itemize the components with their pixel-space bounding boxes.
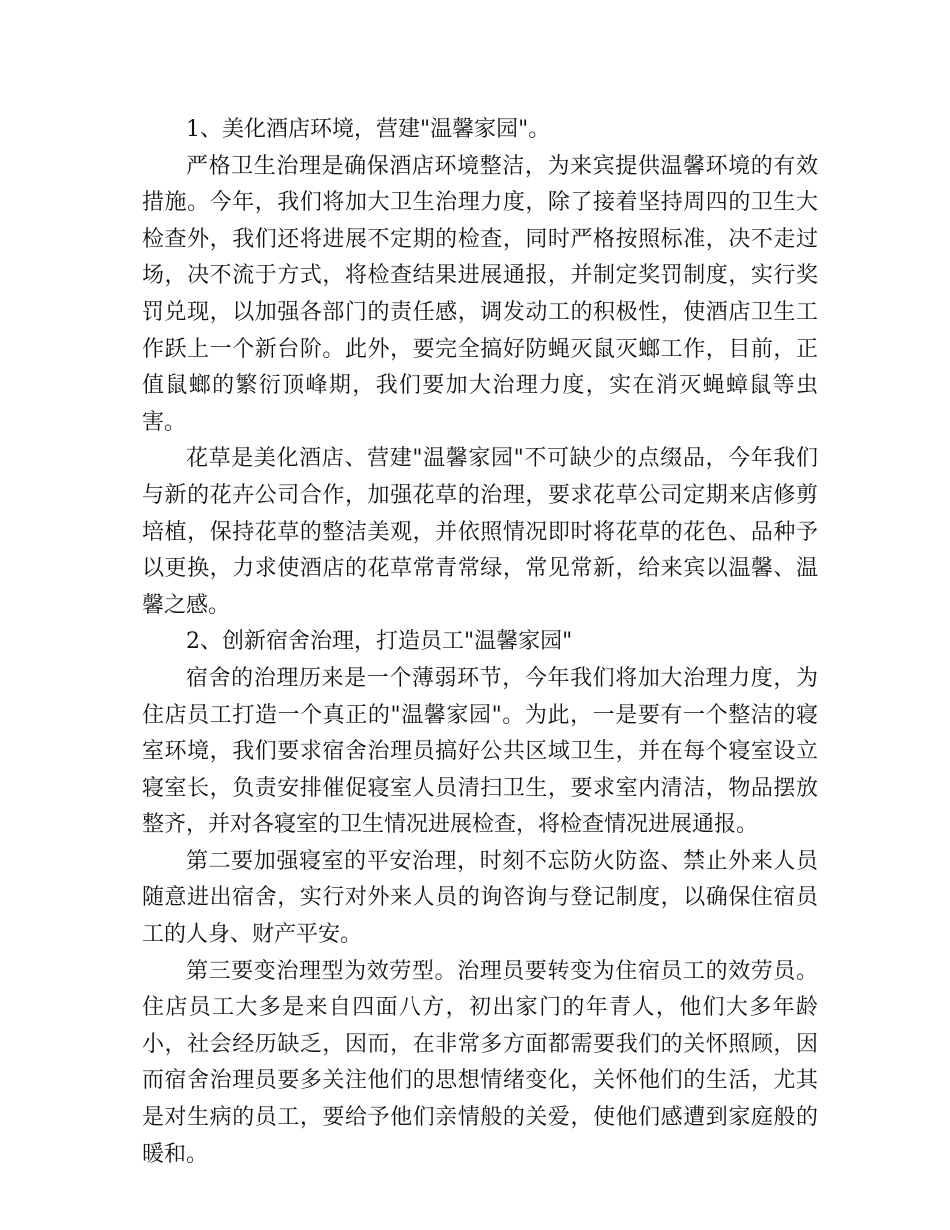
section-heading-2: 2、创新宿舍治理，打造员工"温馨家园" [186,629,573,655]
section-heading-1: 1、美化酒店环境，营建"温馨家园"。 [186,117,551,142]
document-body [142,112,818,1173]
paragraph-service-type: 第三要变治理型为效劳型。治理员要转变为住宿员工的效劳员。住店员工大多是来自四面八方，初出家门的年青人，他们大多年龄小，社会经历缺乏，因而，在非常多方面都需要我们的关怀照顾，因而宿舍治理员要多关注他们的思想情绪变化，关怀他们的生活，尤其是对生病的员工，要给予他们亲情般的关爱，使他们感遭到家庭般的暖和。 [142,958,818,1167]
paragraph-hygiene-management: 严格卫生治理是确保酒店环境整洁，为来宾提供温馨环境的有效措施。今年，我们将加大卫生治理力度，除了接着坚持周四的卫生大检查外，我们还将进展不定期的检查，同时严格按照标准，决不走过场，决不流于方式，将检查结果进展通报，并制定奖罚制度，实行奖罚兑现，以加强各部门的责任感，调发动工的积极性，使酒店卫生工作跃上一个新台阶。此外，要完全搞好防蝇灭鼠灭螂工作，目前，正值鼠螂的繁衍顶峰期，我们要加大治理力度，实在消灭蝇蟑鼠等虫害。 [142,153,818,435]
paragraph-dormitory-safety: 第二要加强寝室的平安治理，时刻不忘防火防盗、禁止外来人员随意进出宿舍，实行对外来人员的询咨询与登记制度，以确保住宿员工的人身、财产平安。 [142,848,818,948]
paragraph-flowers-plants: 花草是美化酒店、营建"温馨家园"不可缺少的点缀品，今年我们与新的花卉公司合作，加强花草的治理，要求花草公司定期来店修剪培植，保持花草的整洁美观，并依照情况即时将花草的花色、品种予以更换，力求使酒店的花草常青常绿，常见常新，给来宾以温馨、温馨之感。 [142,446,818,618]
paragraph-dormitory-management: 宿舍的治理历来是一个薄弱环节，今年我们将加大治理力度，为住店员工打造一个真正的"温馨家园"。为此，一是要有一个整洁的寝室环境，我们要求宿舍治理员搞好公共区域卫生，并在每个寝室设立寝室长，负责安排催促寝室人员清扫卫生，要求室内清洁，物品摆放整齐，并对各寝室的卫生情况进展检查，将检查情况进展通报。 [142,665,818,838]
